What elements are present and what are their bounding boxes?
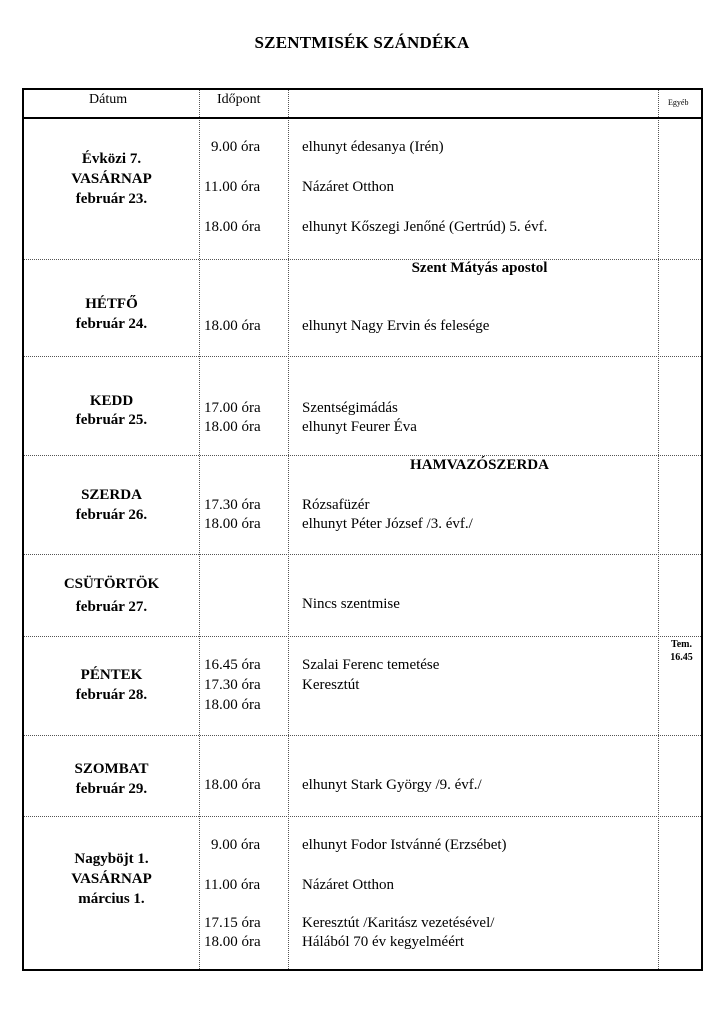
mass-intention: elhunyt Nagy Ervin és felesége [302,318,490,334]
day-date: február 25. [75,412,148,428]
mass-intention: Szalai Ferenc temetése [302,657,440,673]
mass-time: 17.30 óra [204,677,261,693]
header-time: Időpont [217,92,261,107]
mass-intention: Rózsafüzér [302,497,370,513]
mass-intention: Keresztút [302,677,360,693]
mass-time: 9.00 óra [211,837,261,853]
mass-intention: elhunyt Feurer Éva [302,419,417,435]
day-date: február 29. [75,781,148,797]
mass-intention: Nincs szentmise [302,596,400,612]
mass-time: 18.00 óra [204,697,261,713]
mass-time: 18.00 óra [204,777,261,793]
other-note: Tem. [670,639,693,650]
mass-intention: Keresztút /Karitász vezetésével/ [302,915,495,931]
header-other: Egyéb [668,98,689,107]
day-date: február 26. [75,507,148,523]
mass-intention: elhunyt édesanya (Irén) [302,139,444,155]
column-divider [658,90,659,969]
mass-time: 18.00 óra [204,516,261,532]
day-name: PÉNTEK [80,667,143,683]
row-separator [24,554,701,555]
mass-intention: elhunyt Fodor Istvánné (Erzsébet) [302,837,507,853]
mass-time: 18.00 óra [204,934,261,950]
day-date: március 1. [78,891,145,907]
row-separator [24,816,701,817]
day-date: február 23. [75,191,148,207]
day-name: CSÜTÖRTÖK [63,576,160,592]
header-separator [24,117,701,119]
column-divider [288,90,289,969]
feast-label: HAMVAZÓSZERDA [410,457,549,473]
other-note: 16.45 [670,652,693,663]
column-divider [199,90,200,969]
day-name: SZOMBAT [74,761,149,777]
day-subname: VASÁRNAP [71,871,152,887]
mass-intention: elhunyt Stark György /9. évf./ [302,777,482,793]
mass-time: 9.00 óra [211,139,261,155]
row-separator [24,735,701,736]
mass-time: 17.30 óra [204,497,261,513]
mass-intention: elhunyt Kőszegi Jenőné (Gertrúd) 5. évf. [302,219,548,235]
row-separator [24,455,701,456]
day-subname: VASÁRNAP [71,171,152,187]
row-separator [24,356,701,357]
day-date: február 24. [75,316,148,332]
mass-time: 16.45 óra [204,657,261,673]
mass-schedule-table [22,88,703,971]
mass-intention: Szentségimádás [302,400,398,416]
page-title: SZENTMISÉK SZÁNDÉKA [254,33,470,52]
mass-time: 18.00 óra [204,318,261,334]
day-name: HÉTFŐ [85,296,138,312]
day-name: Évközi 7. [81,151,142,167]
day-date: február 27. [75,599,148,615]
day-date: február 28. [75,687,148,703]
day-name: Nagyböjt 1. [74,851,149,867]
mass-time: 11.00 óra [204,179,261,195]
day-name: SZERDA [81,487,142,503]
mass-time: 17.00 óra [204,400,261,416]
mass-time: 18.00 óra [204,219,261,235]
mass-time: 18.00 óra [204,419,261,435]
mass-intention: Hálából 70 év kegyelméért [302,934,465,950]
mass-intention: Názáret Otthon [302,877,395,893]
header-date: Dátum [89,92,128,107]
mass-time: 11.00 óra [204,877,261,893]
mass-intention: elhunyt Péter József /3. évf./ [302,516,473,532]
row-separator [24,636,701,637]
mass-time: 17.15 óra [204,915,261,931]
mass-intention: Názáret Otthon [302,179,395,195]
feast-label: Szent Mátyás apostol [411,260,548,276]
day-name: KEDD [89,393,134,409]
